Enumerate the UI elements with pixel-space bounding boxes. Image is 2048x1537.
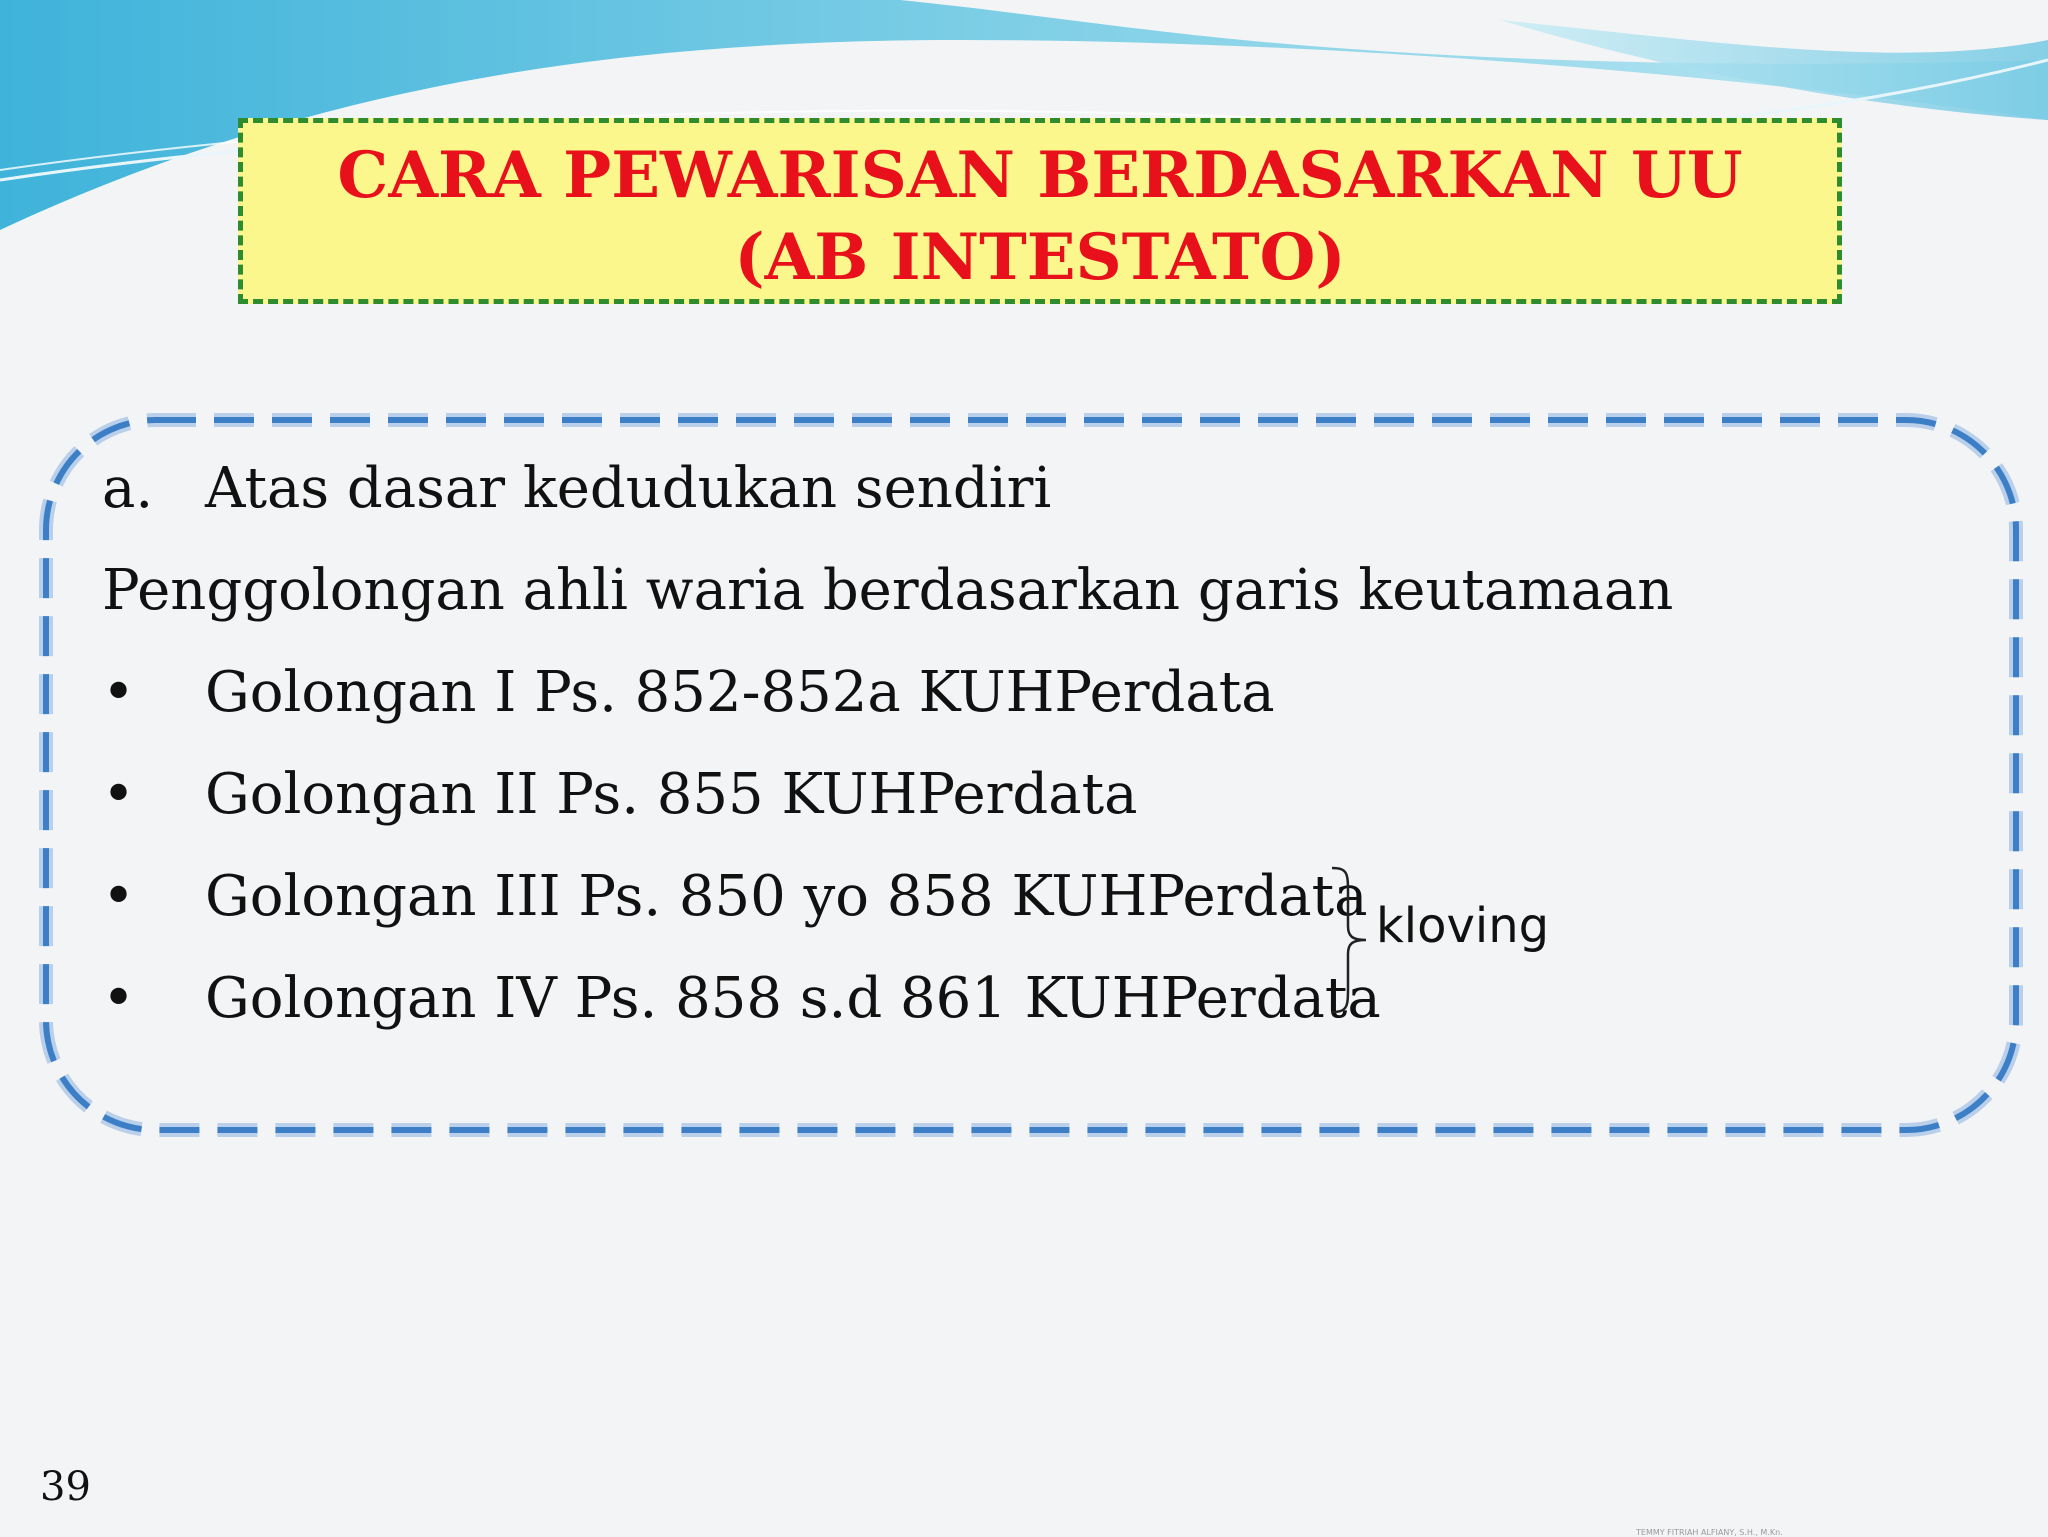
list-item: [102, 660, 2002, 762]
bullet-icon: •: [102, 966, 136, 1031]
list-item: [102, 864, 2002, 966]
bullet-text: Golongan I Ps. 852-852a KUHPerdata: [205, 660, 1275, 725]
list-item: [102, 762, 2002, 864]
page-number: 39: [40, 1464, 91, 1510]
bullet-text: Golongan IV Ps. 858 s.d 861 KUHPerdata: [205, 966, 1381, 1031]
bullet-icon: •: [102, 762, 136, 827]
bullet-icon: •: [102, 660, 136, 725]
item-a-text: Atas dasar kedudukan sendiri: [205, 456, 1052, 521]
title-box: [238, 118, 1842, 304]
right-brace-icon: [1326, 864, 1372, 1016]
footer-note: TEMMY FITRIAH ALFIANY, S.H., M.Kn.: [1636, 1528, 1783, 1537]
bullet-text: Golongan III Ps. 850 yo 858 KUHPerdata: [205, 864, 1368, 929]
item-a-marker: a.: [102, 456, 154, 521]
intro-line: [102, 558, 2002, 660]
slide-title-line2: (AB INTESTATO): [734, 220, 1346, 295]
bullet-icon: •: [102, 864, 136, 929]
intro-text: Penggolongan ahli waria berdasarkan garis keutamaan: [102, 558, 1674, 623]
content-body: [102, 456, 2002, 1068]
bullet-text: Golongan II Ps. 855 KUHPerdata: [205, 762, 1138, 827]
list-item: [102, 966, 2002, 1068]
item-a: [102, 456, 2002, 558]
slide-title-line1: CARA PEWARISAN BERDASARKAN UU: [337, 138, 1743, 213]
brace-label: kloving: [1376, 898, 1550, 954]
